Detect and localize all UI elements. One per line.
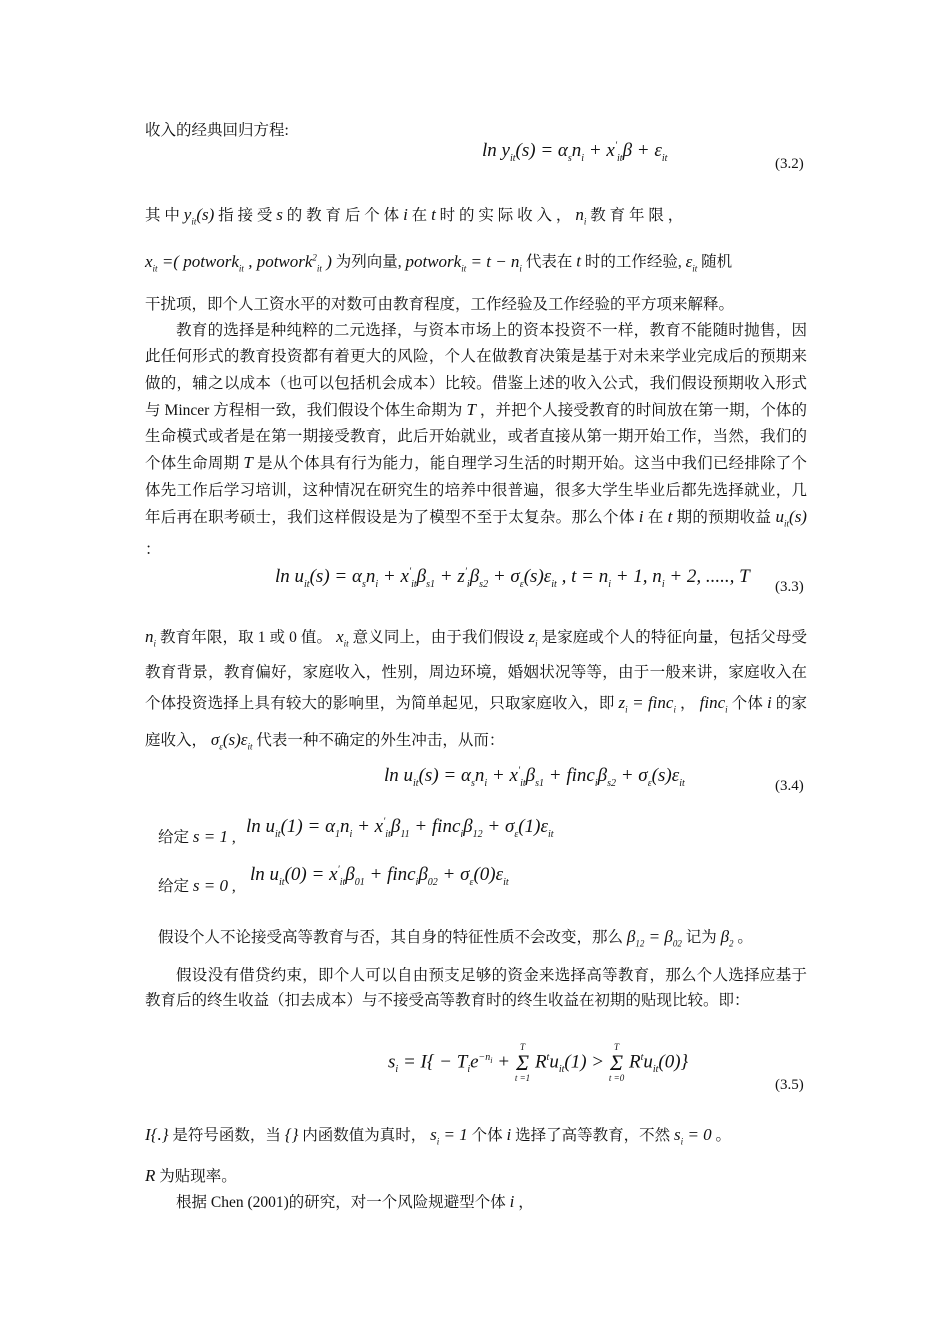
equation-3-2 [482,140,667,164]
equation-given-s0: $\ln u_{it}(0) = x'_{it}\beta_{01}$ + $finc_i\beta_{02} + \sigma_\varepsilon(0)\varepsilon_{it}$ [250,864,509,888]
chen-text: 根据 Chen (2001)的研究，对一个风险规避型个体 i ， [176,1192,534,1211]
equation-number: (3.3) [775,579,804,595]
given-s0: 给定 s = 0 , [158,876,236,895]
definition-line-3: 干扰项，即个人工资水平的对数可由教育程度，工作经验及工作经验的平方项来解释。 [145,296,735,313]
equation-3-4: $\ln u_{it}(s) = \alpha_sn_i + x'_{it}\beta_{s1}$ + $finc_i\beta_{s2} + \sigma_\varepsilon(s)\varepsilon_{it}$ [384,765,685,789]
equation-number: (3.4) [775,778,804,794]
definition-line-2: $x_{it}$ =( potwork$_{it}$ , potwork$^2_{it}$ ) 为列向量, potwork$_{it}$ = $t - n_i$ 代表在 t 时的工作经验, $\varepsilon_{it}$ 随机 [145,251,733,274]
equation-number: (3.5) [775,1077,804,1093]
assumption-2: 假设没有借贷约束，即个人可以自由预支足够的资金来选择高等教育，那么个人选择应基于教育后的终生收益（扣去成本）与不接受高等教育时的终生收益在初期的贴现比较。即： [145,967,807,1009]
indicator-text: I{.} 是符号函数，当 {} 内函数值为真时， $s_i = 1$ 个体 i 选择了高等教育，不然 $s_i = 0$ 。 [145,1125,732,1147]
equation-given-s1: $\ln u_{it}(1) = \alpha_1n_i + x'_{it}\beta_{11}$ + $finc_i\beta_{12} + \sigma_\varepsilon(1)\varepsilon_{it}$ [246,816,554,840]
intro-text: 收入的经典回归方程: [145,122,289,139]
discount-text: R 为贴现率。 [145,1166,237,1185]
equation-number: (3.2) [775,156,804,172]
equation-3-5: $s_i = I\{ - T_ie^{-n_i}$ + T Σ t =1 $R^tu_{it}(1)$ > T Σ t =0 $R^tu_{it}(0)$} [388,1042,689,1083]
equation-3-3: $\ln u_{it}(s) = \alpha_sn_i + x'_{it}\beta_{s1} + z'_i\beta_{s2} + \sigma_\varepsilon(s)\varepsilon_{it}$ , $t = n_i + 1$, $n_i + 2$, ....., T [275,566,750,590]
assumption-1: 假设个人不论接受高等教育与否，其自身的特征性质不会改变，那么 $\beta_{12} = \beta_{02}$ 记为 $\beta_2$ 。 [158,927,753,949]
equation-expression: $\ln y_{it}(s) = \alpha_sn_i + x'_{it}\beta + \varepsilon_{it}$ [482,140,668,164]
main-paragraph: 教育的选择是种纯粹的二元选择，与资本市场上的资本投资不一样，教育不能随时抛售，因此任何形式的教育投资都有着更大的风险，个人在做教育决策是基于对未来学业完成后的预期来做的，辅之以成本（也可以包括机会成本）比较。借鉴上述的收入公式，我们假设预期收入形式与 Mincer 方程相一致，我们假设个体生命期为 T ，并把个人接受教育的时间放在第一期，个体的生命模式或者是在第一期接受教育，此后开始就业，或者直接从第一期开始工作，当然，我们的个体生命周期 T 是从个体具有行为能力，能自理学习生活的时期开始。这当中我们已经排除了个体先工作后学习培训，这种情况在研究生的培养中很普遍，很多大学生毕业后都先选择就业，几年后再在职考硕士，我们这样假设是为了模型不至于太复杂。那么个体 i 在 t 期的预期收益 $u_{it}(s)$ ： [145,322,807,558]
given-s1: 给定 s = 1 , [158,827,236,846]
definition-paragraph-2: $n_i$ 教育年限，取 1 或 0 值。 $x_{it}$ 意义同上，由于我们假设 $z_i$ 是家庭或个人的特征向量，包括父母受教育背景，教育偏好，家庭收入，性别，周边环境，婚姻状况等等，由于一般来讲，家庭收入在个体投资选择上具有较大的影响里，为简单起见，只取家庭收入，即 $z_i$ = finc$_i$ ， finc$_i$ 个体 i 的家庭收入， $\sigma_\varepsilon(s)\varepsilon_{it}$ 代表一种不确定的外生冲击，从而： [145,627,807,752]
definition-line-1: 其 中 $y_{it}(s)$ 指 接 受 s 的 教 育 后 个 体 i 在 t 时 的 实 际 收 入 ， $n_i$ 教 育 年 限 ， [145,205,684,227]
